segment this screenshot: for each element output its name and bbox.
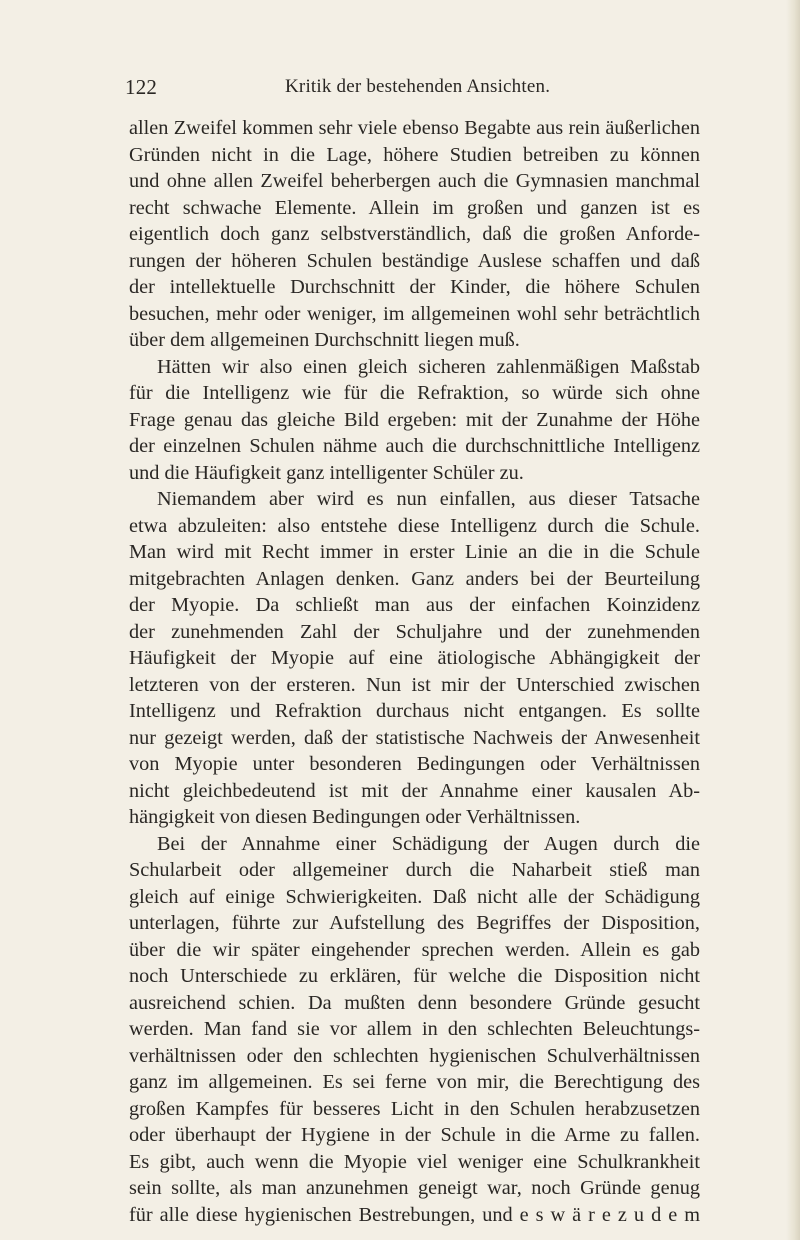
text-line: sein sollte, als man anzunehmen geneigt war, noch Gründe genug bbox=[129, 1177, 700, 1199]
text-line: ganz im allgemeinen. Es sei ferne von mir, die Berechtigung des bbox=[129, 1071, 700, 1093]
text-line: Gründen nicht in die Lage, höhere Studien betreiben zu können bbox=[129, 143, 700, 166]
text-line: für alle diese hygienischen Bestrebungen, und e s w ä r e z u d e m bbox=[129, 1203, 700, 1226]
text-line: über die wir später eingehender sprechen werden. Allein es gab bbox=[129, 938, 700, 961]
text-line: Frage genau das gleiche Bild ergeben: mit der Zunahme der Höhe bbox=[129, 408, 700, 431]
text-line: Häufigkeit der Myopie auf eine ätiologische Abhängigkeit der bbox=[129, 647, 700, 669]
text-line: über dem allgemeinen Durchschnitt liegen muß. bbox=[129, 329, 520, 351]
text-line: etwa abzuleiten: also entstehe diese Intelligenz durch die Schule. bbox=[129, 514, 700, 537]
text-line: recht schwache Elemente. Allein im großen und ganzen ist es bbox=[129, 196, 700, 219]
page-edge-shadow bbox=[786, 0, 800, 1240]
page-number: 122 bbox=[125, 75, 158, 99]
text-line: rungen der höheren Schulen beständige Auslese schaffen und daß bbox=[129, 249, 700, 272]
text-line: der einzelnen Schulen nähme auch die durchschnittliche Intelligenz bbox=[129, 435, 700, 457]
text-line: und die Häufigkeit ganz intelligenter Schüler zu. bbox=[129, 461, 524, 484]
text-line: allen Zweifel kommen sehr viele ebenso Begabte aus rein äußerlichen bbox=[129, 117, 700, 139]
text-line: und ohne allen Zweifel beherbergen auch die Gymnasien manchmal bbox=[129, 170, 700, 192]
text-line: Intelligenz und Refraktion durchaus nicht entgangen. Es sollte bbox=[129, 700, 700, 722]
text-line: der intellektuelle Durchschnitt der Kinder, die höhere Schulen bbox=[129, 276, 700, 298]
text-line: ausreichend schien. Da mußten denn besondere Gründe gesucht bbox=[129, 991, 700, 1014]
text-line: großen Kampfes für besseres Licht in den Schulen herabzusetzen bbox=[129, 1097, 700, 1120]
text-line: besuchen, mehr oder weniger, im allgemeinen wohl sehr beträchtlich bbox=[129, 302, 700, 325]
paragraph-first-line: Bei der Annahme einer Schädigung der Augen durch die bbox=[157, 832, 700, 855]
text-line: mitgebrachten Anlagen denken. Ganz anders bei der Beurteilung bbox=[129, 567, 700, 590]
text-line: werden. Man fand sie vor allem in den schlechten Beleuchtungs- bbox=[129, 1018, 700, 1040]
text-line: Es gibt, auch wenn die Myopie viel weniger eine Schulkrankheit bbox=[129, 1150, 700, 1173]
text-line: eigentlich doch ganz selbstverständlich, daß die großen Anforde- bbox=[129, 223, 700, 245]
text-line: Schularbeit oder allgemeiner durch die Naharbeit stieß man bbox=[129, 859, 700, 881]
text-line: oder überhaupt der Hygiene in der Schule in die Arme zu fallen. bbox=[129, 1124, 700, 1146]
text-line: der zunehmenden Zahl der Schuljahre und der zunehmenden bbox=[129, 620, 700, 643]
text-line: von Myopie unter besonderen Bedingungen oder Verhältnissen bbox=[129, 753, 700, 775]
text-line: nur gezeigt werden, daß der statistische Nachweis der Anwesenheit bbox=[129, 726, 700, 749]
text-line: letzteren von der ersteren. Nun ist mir der Unterschied zwischen bbox=[129, 673, 700, 696]
text-line: für die Intelligenz wie für die Refraktion, so würde sich ohne bbox=[129, 382, 700, 404]
paragraph-first-line: Niemandem aber wird es nun einfallen, aus dieser Tatsache bbox=[157, 488, 700, 510]
running-title: Kritik der bestehenden Ansichten. bbox=[285, 76, 551, 97]
text-line: unterlagen, führte zur Aufstellung des Begriffes der Disposition, bbox=[129, 912, 700, 934]
text-line: noch Unterschiede zu erklären, für welche die Disposition nicht bbox=[129, 965, 700, 987]
text-line: verhältnissen oder den schlechten hygienischen Schulverhältnissen bbox=[129, 1044, 700, 1067]
paragraph-first-line: Hätten wir also einen gleich sicheren zahlenmäßigen Maßstab bbox=[157, 355, 700, 378]
text-line: Man wird mit Recht immer in erster Linie an die in die Schule bbox=[129, 541, 700, 563]
text-line: hängigkeit von diesen Bedingungen oder Verhältnissen. bbox=[129, 806, 581, 828]
text-line: nicht gleichbedeutend ist mit der Annahme einer kausalen Ab- bbox=[129, 779, 700, 802]
page-header bbox=[125, 75, 705, 105]
text-line: der Myopie. Da schließt man aus der einfachen Koinzidenz bbox=[129, 594, 700, 616]
text-line: gleich auf einige Schwierigkeiten. Daß nicht alle der Schädigung bbox=[129, 885, 700, 908]
